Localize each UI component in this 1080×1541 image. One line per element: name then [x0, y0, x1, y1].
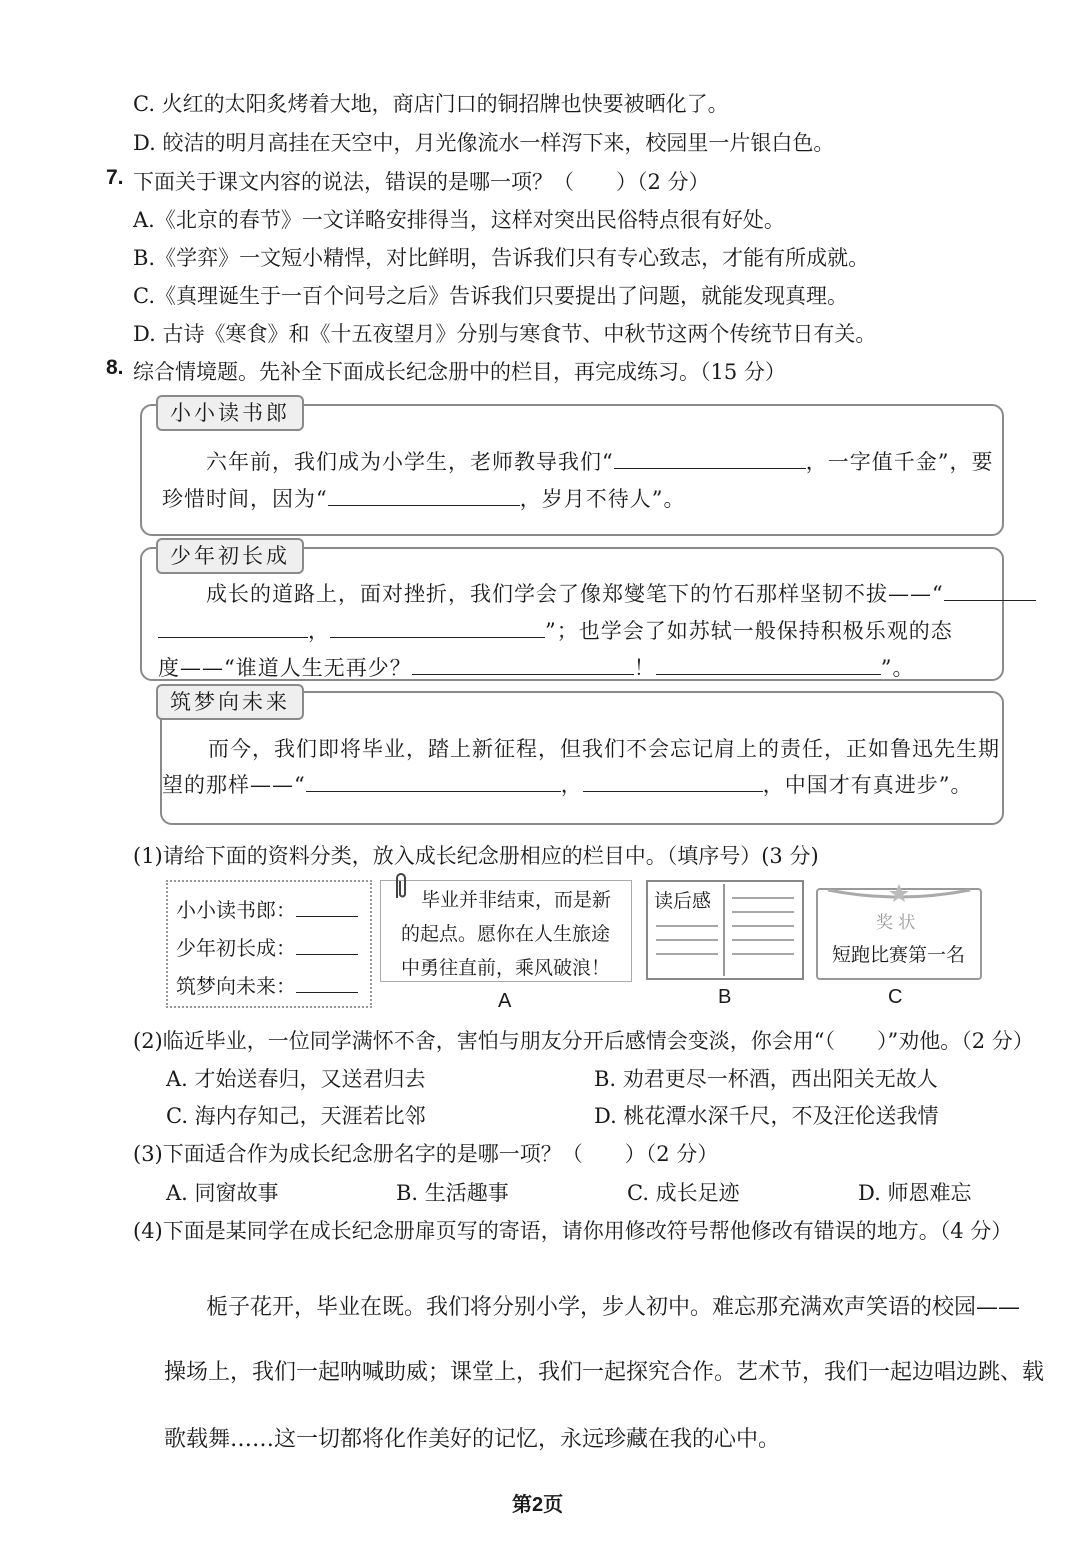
section2-line2	[158, 615, 953, 645]
q6-option-d: D. 皎洁的明月高挂在天空中，月光像流水一样泻下来，校园里一片银白色。	[133, 131, 835, 155]
section1-line2	[162, 483, 686, 513]
blank-input[interactable]	[412, 654, 634, 675]
section1-line1-text-b: ，一字值千金”，要	[805, 450, 994, 474]
card-b-title: 读后感	[654, 890, 712, 912]
category-label: 小小读书郎：	[176, 898, 296, 922]
material-card-b	[646, 880, 804, 980]
category-label: 筑梦向未来：	[176, 974, 296, 998]
section3-line2-text-b: ，	[560, 773, 583, 797]
sub4-paragraph-line2: 操场上，我们一起呐喊助威；课堂上，我们一起探究合作。艺术节，我们一起边唱边跳、载	[164, 1360, 1045, 1385]
blank-input[interactable]	[306, 771, 561, 792]
q8-stem: 综合情境题。先补全下面成长纪念册中的栏目，再完成练习。（15 分）	[133, 360, 786, 384]
section3-line1: 而今，我们即将毕业，踏上新征程，但我们不会忘记肩上的责任，正如鲁迅先生期	[208, 737, 1000, 761]
q7-option-a: A.《北京的春节》一文详略安排得当，这样对突出民俗特点很有好处。	[133, 208, 785, 232]
section3-line2-text-a: 望的那样——“	[162, 773, 306, 797]
section2-line3	[158, 652, 915, 682]
answer-blank[interactable]	[296, 936, 358, 955]
section1-line1-text-a: 六年前，我们成为小学生，老师教导我们“	[206, 450, 614, 474]
card-c-text: 短跑比赛第一名	[832, 944, 966, 966]
sub2-option-d: D. 桃花潭水深千尺，不及汪伦送我情	[594, 1104, 939, 1128]
section2-line2-text-b: ”；也学会了如苏轼一般保持积极乐观的态	[545, 619, 953, 643]
answer-blank[interactable]	[296, 898, 358, 917]
card-a-line: 中勇往直前，乘风破浪！	[401, 957, 611, 979]
section2-line3-text-a: 度——“谁道人生无再少？	[158, 656, 412, 680]
sub3-option-c: C. 成长足迹	[627, 1181, 740, 1205]
ribbon-icon	[818, 882, 980, 906]
q7-option-d: D. 古诗《寒食》和《十五夜望月》分别与寒食节、中秋节这两个传统节日有关。	[133, 322, 877, 346]
section1-line2-text-b: ，岁月不待人”。	[519, 487, 686, 511]
stamp-edge-decoration	[381, 881, 385, 981]
answer-blank[interactable]	[296, 974, 358, 993]
section1-line2-text-a: 珍惜时间，因为“	[162, 487, 328, 511]
q7-number: 7.	[106, 166, 124, 189]
section2-line3-text-c: ”。	[880, 656, 915, 680]
notebook-lines-icon	[648, 882, 802, 978]
card-c-title: 奖 状	[876, 913, 916, 933]
q7-option-c: C.《真理诞生于一百个问号之后》告诉我们只要提出了问题，就能发现真理。	[133, 284, 848, 308]
sub1-stem: (1)请给下面的资料分类，放入成长纪念册相应的栏目中。（填序号）(3 分)	[133, 844, 819, 868]
sub3-stem: (3)下面适合作为成长纪念册名字的是哪一项？（ ）（2 分）	[133, 1142, 719, 1166]
section2-line3-text-b: ！	[633, 656, 656, 680]
page-number: 第2页	[512, 1494, 564, 1516]
section2-line1-text: 成长的道路上，面对挫折，我们学会了像郑燮笔下的竹石那样坚韧不拔——“	[206, 582, 944, 606]
sub4-paragraph-line3: 歌载舞……这一切都将化作美好的记忆，永远珍藏在我的心中。	[164, 1427, 781, 1452]
material-card-a	[380, 880, 632, 982]
sub3-option-d: D. 师恩难忘	[858, 1181, 972, 1205]
category-row-dream	[176, 970, 358, 999]
card-a-line: 毕业并非结束，而是新	[421, 889, 612, 911]
q7-stem: 下面关于课文内容的说法，错误的是哪一项？（ ）（2 分）	[133, 170, 710, 194]
material-card-c	[816, 888, 982, 980]
sub4-stem: (4)下面是某同学在成长纪念册扉页写的寄语，请你用修改符号帮他修改有错误的地方。（4 分）	[133, 1219, 1013, 1243]
section3-line2	[162, 769, 973, 799]
section3-line2-text-c: ，中国才有真进步”。	[762, 773, 973, 797]
sub4-paragraph-line1: 栀子花开，毕业在既。我们将分别小学，步人初中。难忘那充满欢声笑语的校园——	[206, 1295, 1021, 1320]
blank-input[interactable]	[330, 617, 545, 638]
section-tag-reading: 小小读书郎	[156, 395, 304, 431]
section2-line1	[206, 578, 1036, 608]
card-b-label: B	[718, 986, 732, 1008]
category-card	[166, 880, 372, 1008]
card-a-label: A	[498, 990, 512, 1012]
blank-input[interactable]	[158, 617, 308, 638]
category-row-growth	[176, 932, 358, 961]
blank-input[interactable]	[614, 448, 806, 469]
section-tag-growth: 少年初长成	[156, 538, 304, 574]
section-tag-dream: 筑梦向未来	[156, 684, 304, 720]
sub3-option-b: B. 生活趣事	[396, 1181, 509, 1205]
card-c-label: C	[888, 986, 903, 1008]
card-a-line: 的起点。愿你在人生旅途	[401, 923, 611, 945]
q8-number: 8.	[106, 356, 124, 379]
category-label: 少年初长成：	[176, 936, 296, 960]
blank-input[interactable]	[944, 580, 1036, 601]
q7-option-b: B.《学弈》一文短小精悍，对比鲜明，告诉我们只有专心致志，才能有所成就。	[133, 246, 870, 270]
blank-input[interactable]	[583, 771, 763, 792]
blank-input[interactable]	[656, 654, 881, 675]
sub2-stem: (2)临近毕业，一位同学满怀不舍，害怕与朋友分开后感情会变淡，你会用“（ ）”劝他。（2 分）	[133, 1029, 1034, 1053]
paperclip-icon	[392, 872, 410, 908]
q6-option-c: C. 火红的太阳炙烤着大地，商店门口的铜招牌也快要被晒化了。	[133, 92, 729, 116]
section1-line1	[206, 446, 993, 476]
sub2-option-b: B. 劝君更尽一杯酒，西出阳关无故人	[594, 1067, 938, 1091]
blank-input[interactable]	[328, 485, 520, 506]
sub2-option-c: C. 海内存知己，天涯若比邻	[166, 1104, 426, 1128]
section2-line2-text-a: ，	[308, 619, 330, 643]
category-row-reading	[176, 894, 358, 923]
sub3-option-a: A. 同窗故事	[166, 1181, 279, 1205]
sub2-option-a: A. 才始送春归，又送君归去	[166, 1067, 426, 1091]
